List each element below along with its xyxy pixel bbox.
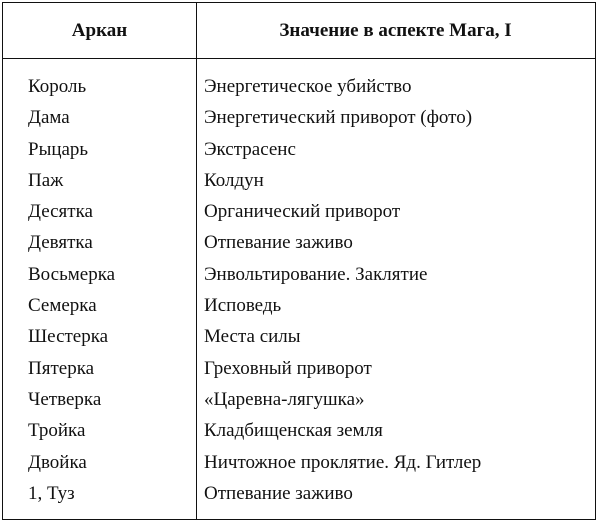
arcana-cell: Тройка: [28, 420, 86, 442]
meaning-cell: Энвольтирование. Заклятие: [204, 263, 428, 285]
meaning-cell: Исповедь: [204, 295, 282, 317]
arcana-cell: Семерка: [28, 295, 97, 317]
table-row: [3, 196, 595, 227]
table-row: [3, 447, 595, 478]
meaning-cell: Энергетический приворот (фото): [204, 107, 473, 129]
table-body: [3, 71, 595, 509]
table-row: [3, 384, 595, 415]
meaning-cell: Ничтожное проклятие. Яд. Гитлер: [204, 451, 482, 473]
table-row: [3, 290, 595, 321]
arcana-cell: Дама: [28, 107, 70, 129]
meaning-cell: Греховный приворот: [204, 357, 372, 379]
meaning-cell: «Царевна-лягушка»: [204, 388, 365, 410]
table-row: [3, 415, 595, 446]
table-row: [3, 353, 595, 384]
meaning-cell: Колдун: [204, 169, 264, 191]
arcana-cell: 1, Туз: [28, 482, 75, 504]
table-row: [3, 478, 595, 509]
arcana-cell: Рыцарь: [28, 138, 89, 160]
table-row: [3, 102, 595, 133]
arcana-cell: Десятка: [28, 201, 93, 223]
table-row: [3, 259, 595, 290]
meaning-cell: Кладбищенская земля: [204, 420, 383, 442]
arcana-table: [2, 2, 596, 520]
table-row: [3, 165, 595, 196]
table-row: [3, 321, 595, 352]
arcana-cell: Двойка: [28, 451, 87, 473]
meaning-cell: Энергетическое убийство: [204, 76, 412, 97]
table-row: [3, 134, 595, 165]
arcana-cell: Паж: [28, 169, 64, 191]
arcana-cell: Четверка: [28, 388, 102, 410]
header-meaning: Значение в аспекте Мага, I: [279, 20, 512, 41]
arcana-cell: Пятерка: [28, 357, 95, 379]
table-header: [3, 3, 595, 59]
meaning-cell: Отпевание заживо: [204, 482, 353, 504]
meaning-cell: Органический приворот: [204, 201, 401, 223]
arcana-cell: Король: [28, 76, 87, 97]
arcana-cell: Восьмерка: [28, 263, 116, 285]
arcana-cell: Шестерка: [28, 326, 109, 348]
meaning-cell: Экстрасенс: [204, 138, 296, 160]
meaning-cell: Отпевание заживо: [204, 232, 353, 254]
table-row: [3, 71, 595, 102]
table-row: [3, 227, 595, 258]
meaning-cell: Места силы: [204, 326, 301, 348]
arcana-cell: Девятка: [28, 232, 93, 254]
header-arcana: Аркан: [71, 20, 128, 41]
